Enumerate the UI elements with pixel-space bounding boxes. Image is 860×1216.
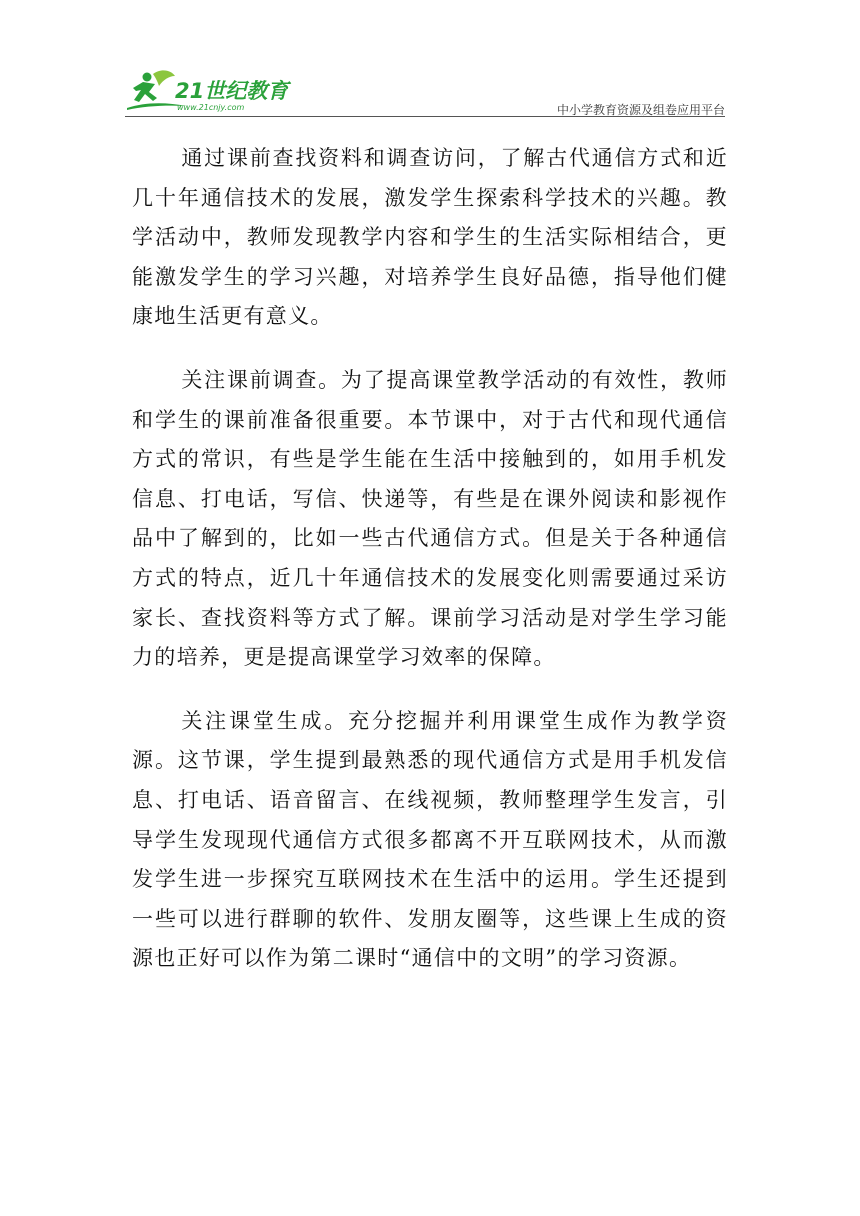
paragraph-2: 关注课前调查。为了提高课堂教学活动的有效性，教师和学生的课前准备很重要。本节课中，对于古代和现代通信方式的常识，有些是学生能在生活中接触到的，如用手机发信息、打电话，写信、快递等，有些是在课外阅读和影视作品中了解到的，比如一些古代通信方式。但是关于各种通信方式的特点，近几十年通信技术的发展变化则需要通过采访家长、查找资料等方式了解。课前学习活动是对学生学习能力的培养，更是提高课堂学习效率的保障。	[132, 367, 728, 670]
header-divider	[125, 116, 725, 117]
logo-wordmark: 21世纪教育	[175, 79, 289, 103]
document-body	[132, 139, 728, 1003]
logo-url: www.21cnjy.com	[177, 103, 245, 112]
site-logo[interactable]	[125, 68, 295, 114]
paragraph-3: 关注课堂生成。充分挖掘并利用课堂生成作为教学资源。这节课，学生提到最熟悉的现代通信方式是用手机发信息、打电话、语音留言、在线视频，教师整理学生发言，引导学生发现现代通信方式很多都离不开互联网技术，从而激发学生进一步探究互联网技术在生活中的运用。学生还提到一些可以进行群聊的软件、发朋友圈等，这些课上生成的资源也正好可以作为第二课时“通信中的文明”的学习资源。	[132, 708, 728, 971]
page-header	[125, 68, 725, 120]
site-tagline: 中小学教育资源及组卷应用平台	[556, 103, 725, 117]
paragraph-1: 通过课前查找资料和调查访问，了解古代通信方式和近几十年通信技术的发展，激发学生探索科学技术的兴趣。教学活动中，教师发现教学内容和学生的生活实际相结合，更能激发学生的学习兴趣，对培养学生良好品德，指导他们健康地生活更有意义。	[132, 146, 728, 329]
runner-logo-icon	[125, 68, 295, 114]
